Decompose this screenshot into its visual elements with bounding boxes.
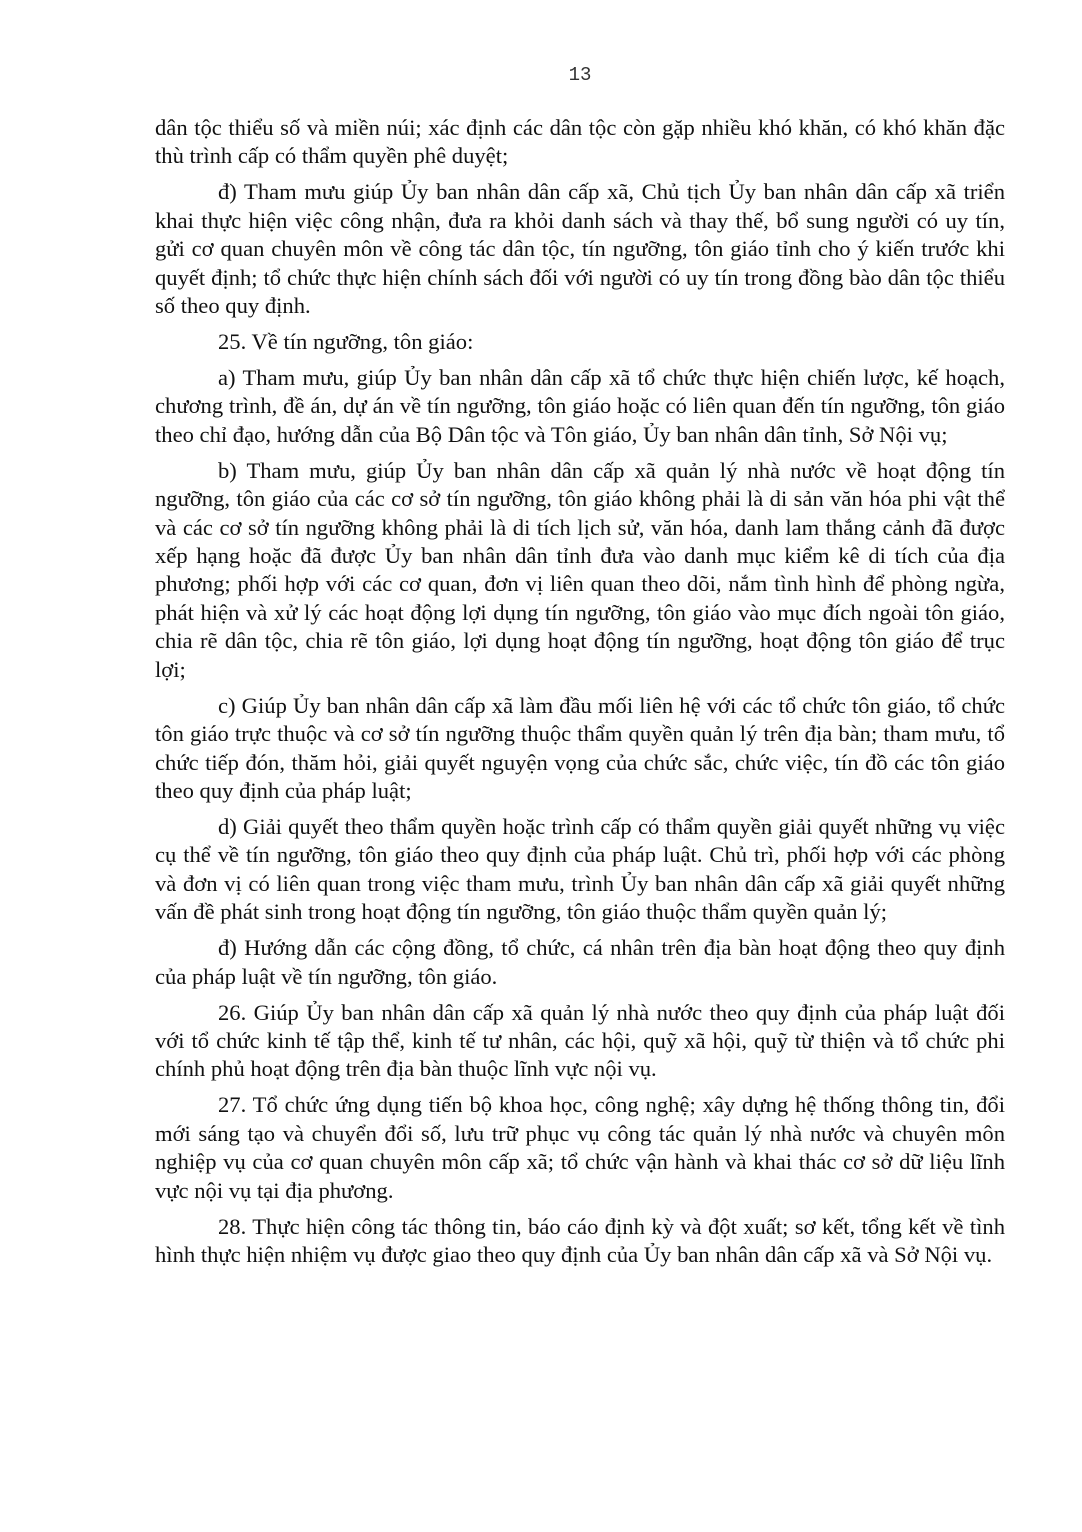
page-number: 13 (568, 64, 592, 86)
paragraph-item-25-c: c) Giúp Ủy ban nhân dân cấp xã làm đầu mối liên hệ với các tổ chức tôn giáo, tổ chức tôn giáo trực thuộc và cơ sở tín ngưỡng thuộc thẩm quyền quản lý trên địa bàn; tham mưu, tổ chức tiếp đón, thăm hỏi, giải quyết nguyện vọng của chức sắc, chức việc, tín đồ các tôn giáo theo quy định của pháp luật; (155, 692, 1005, 803)
paragraph-item-26: 26. Giúp Ủy ban nhân dân cấp xã quản lý nhà nước theo quy định của pháp luật đối với tổ chức kinh tế tập thể, kinh tế tư nhân, các hội, quỹ xã hội, quỹ từ thiện và tổ chức phi chính phủ hoạt động trên địa bàn thuộc lĩnh vực nội vụ. (155, 999, 1005, 1082)
paragraph-item-28: 28. Thực hiện công tác thông tin, báo cáo định kỳ và đột xuất; sơ kết, tổng kết về tình hình thực hiện nhiệm vụ được giao theo quy định của Ủy ban nhân dân cấp xã và Sở Nội vụ. (155, 1213, 1005, 1267)
section-heading-25: 25. Về tín ngưỡng, tôn giáo: (218, 329, 474, 355)
document-body (155, 114, 1005, 1277)
paragraph-item-24-dd: đ) Tham mưu giúp Ủy ban nhân dân cấp xã, Chủ tịch Ủy ban nhân dân cấp xã triển khai thực hiện việc công nhận, đưa ra khỏi danh sách và thay thế, bổ sung người có uy tín, gửi cơ quan chuyên môn về công tác dân tộc, tín ngưỡng, tôn giáo tỉnh cho ý kiến trước khi quyết định; tổ chức thực hiện chính sách đối với người có uy tín trong đồng bào dân tộc thiểu số theo quy định. (155, 179, 1005, 319)
paragraph-item-25-a: a) Tham mưu, giúp Ủy ban nhân dân cấp xã tổ chức thực hiện chiến lược, kế hoạch, chương trình, đề án, dự án về tín ngưỡng, tôn giáo hoặc có liên quan đến tín ngưỡng, tôn giáo theo chỉ đạo, hướng dẫn của Bộ Dân tộc và Tôn giáo, Ủy ban nhân dân tỉnh, Sở Nội vụ; (155, 365, 1005, 447)
paragraph-item-25-d: d) Giải quyết theo thẩm quyền hoặc trình cấp có thẩm quyền giải quyết những vụ việc cụ thể về tín ngưỡng, tôn giáo theo quy định của pháp luật. Chủ trì, phối hợp với các phòng và đơn vị có liên quan trong việc tham mưu, trình Ủy ban nhân dân cấp xã giải quyết những vấn đề phát sinh trong hoạt động tín ngưỡng, tôn giáo thuộc thẩm quyền quản lý; (155, 813, 1005, 925)
paragraph-continuation: dân tộc thiểu số và miền núi; xác định các dân tộc còn gặp nhiều khó khăn, có khó khăn đặc thù trình cấp có thẩm quyền phê duyệt; (155, 115, 1005, 169)
paragraph-item-27: 27. Tổ chức ứng dụng tiến bộ khoa học, công nghệ; xây dựng hệ thống thông tin, đổi mới sáng tạo và chuyển đổi số, lưu trữ phục vụ công tác quản lý nhà nước và chuyên môn nghiệp vụ của cơ quan chuyên môn cấp xã; tổ chức vận hành và khai thác cơ sở dữ liệu lĩnh vực nội vụ tại địa phương. (155, 1092, 1005, 1203)
paragraph-item-25-b: b) Tham mưu, giúp Ủy ban nhân dân cấp xã quản lý nhà nước về hoạt động tín ngưỡng, tôn giáo của các cơ sở tín ngưỡng, tôn giáo không phải là di sản văn hóa phi vật thể và các cơ sở tín ngưỡng không phải là di tích lịch sử, văn hóa, danh lam thắng cảnh đã được xếp hạng hoặc đã được Ủy ban nhân dân tỉnh đưa vào danh mục kiểm kê di tích của địa phương; phối hợp với các cơ quan, đơn vị liên quan theo dõi, nắm tình hình để phòng ngừa, phát hiện và xử lý các hoạt động lợi dụng tín ngưỡng, tôn giáo vào mục đích ngoài tôn giáo, chia rẽ dân tộc, chia rẽ tôn giáo, lợi dụng hoạt động tín ngưỡng, hoạt động tôn giáo để trục lợi; (155, 457, 1005, 682)
paragraph-item-25-dd: đ) Hướng dẫn các cộng đồng, tổ chức, cá nhân trên địa bàn hoạt động theo quy định của pháp luật về tín ngưỡng, tôn giáo. (155, 935, 1005, 989)
